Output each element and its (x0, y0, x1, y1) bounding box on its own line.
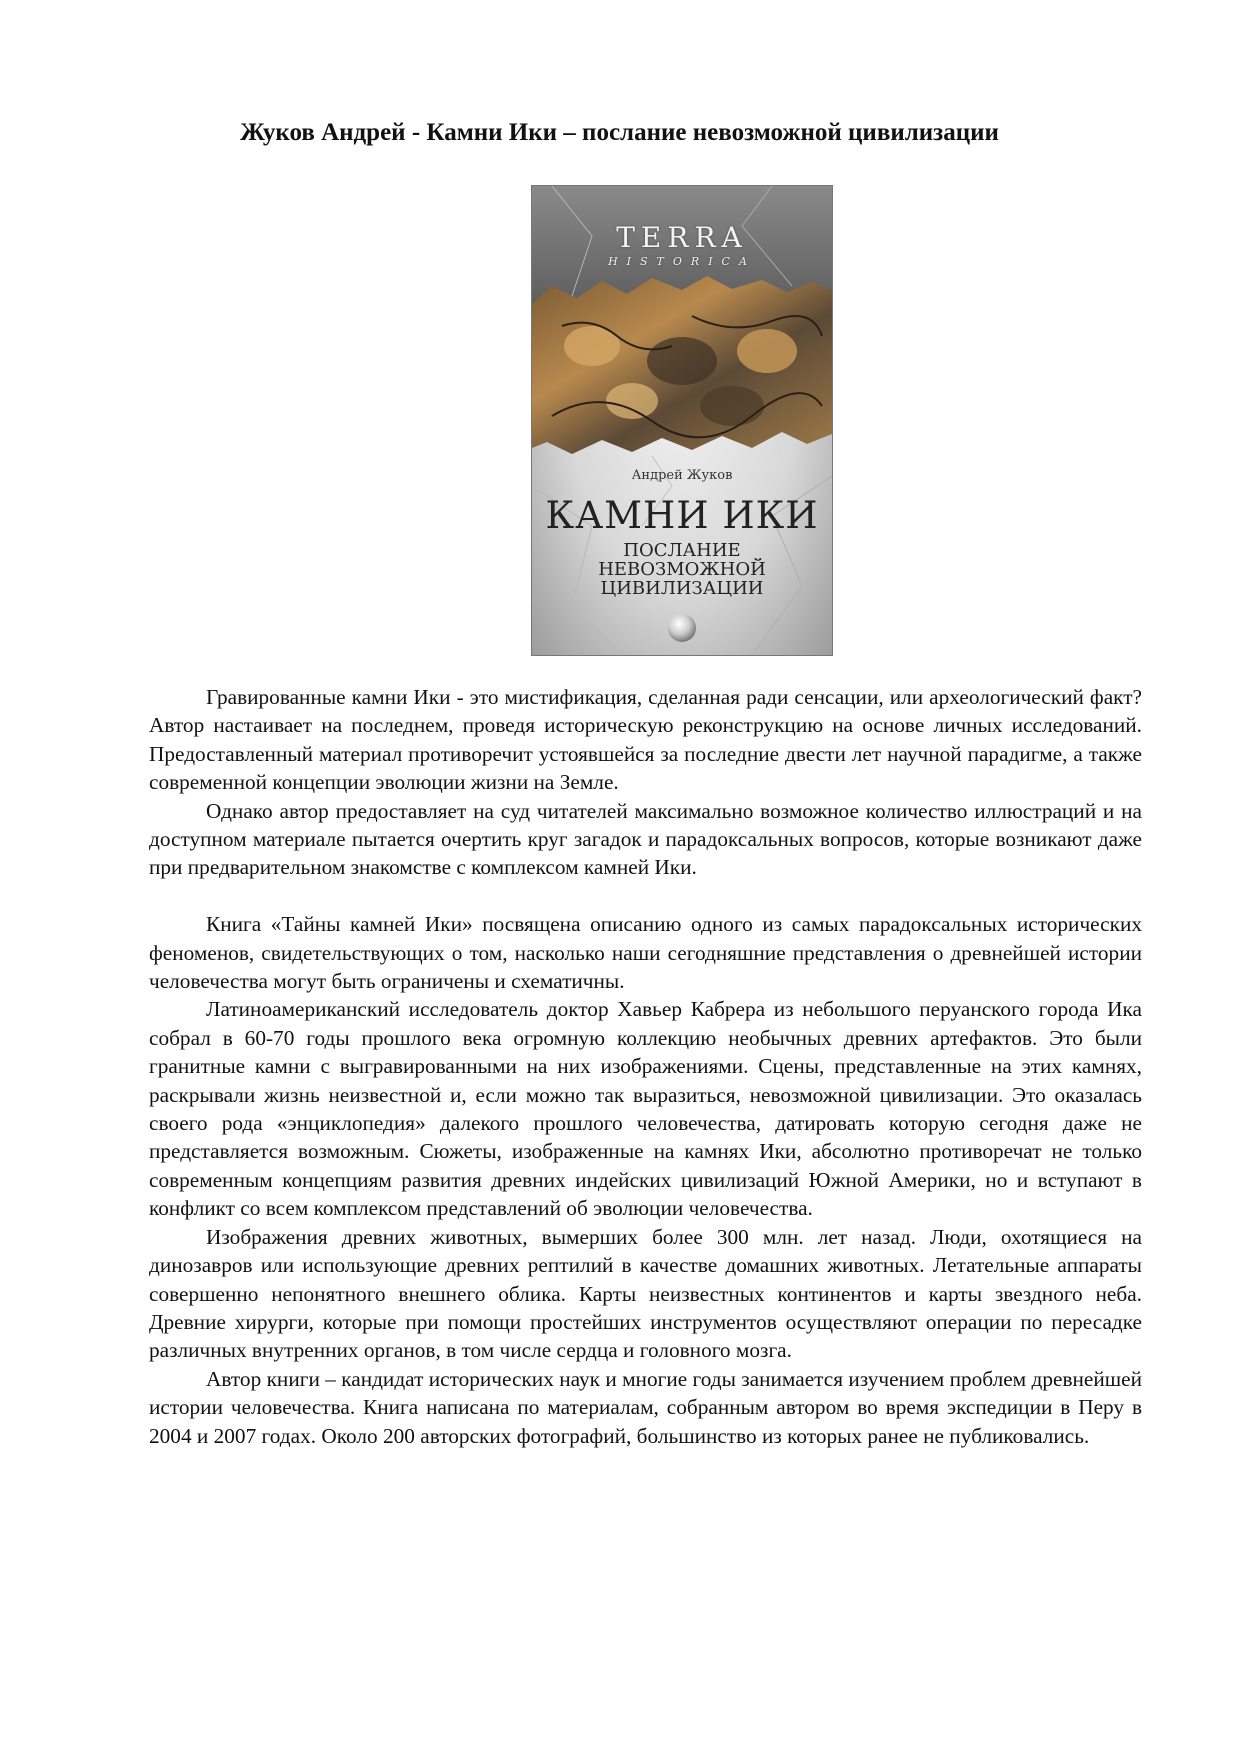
cover-subtitle-line: ПОСЛАНИЕ (623, 540, 741, 561)
publisher-logo-icon (668, 614, 696, 642)
paragraph: Книга «Тайны камней Ики» посвящена описанию одного из самых парадоксальных исторических феноменов, свидетельствующих о том, насколько наши сегодняшние представления о древнейшей истории человечества могут быть ограничены и схематичны. (149, 912, 1142, 994)
paragraph-spacer (149, 882, 1142, 910)
paragraph: Гравированные камни Ики - это мистификация, сделанная ради сенсации, или археологический факт? Автор настаивает на последнем, проведя историческую реконструкцию на основе личных исследований. Предоставленный материал противоречит устоявшейся за последние двести лет научной парадигме, а также современной концепции эволюции жизни на Земле. (149, 685, 1142, 795)
cover-subtitle-line: ЦИВИЛИЗАЦИИ (600, 578, 764, 599)
cover-subtitle (532, 541, 832, 598)
cover-subtitle-line: НЕВОЗМОЖНОЙ (598, 559, 766, 580)
cover-series-subtitle: HISTORICA (608, 255, 756, 268)
cover-title: КАМНИ ИКИ (545, 494, 819, 537)
cover-author: Андрей Жуков (631, 468, 733, 483)
paragraph: Латиноамериканский исследователь доктор Хавьер Кабрера из небольшого перуанского города Ика собрал в 60-70 годы прошлого века огромную коллекцию необычных древних артефактов. Это были гранитные камни с выгравированными на них изображениями. Сцены, представленные на этих камнях, раскрывали жизнь неизвестной и, если можно так выразиться, невозможной цивилизации. Это оказалась своего рода «энциклопедия» далекого прошлого человечества, датировать которую сегодня даже не представляется возможным. Сюжеты, изображенные на камнях Ики, абсолютно противоречат не только современным концепциям развития древних индейских цивилизаций Южной Америки, но и вступают в конфликт со всем комплексом представлений об эволюции человечества. (149, 997, 1142, 1221)
document-title: Жуков Андрей - Камни Ики – послание невозможной цивилизации (240, 119, 999, 146)
paragraph: Автор книги – кандидат исторических наук и многие годы занимается изучением проблем древнейшей истории человечества. Книга написана по материалам, собранным автором во время экспедиции в Перу в 2004 и 2007 годах. Около 200 авторских фотографий, большинство из которых ранее не публиковались. (149, 1366, 1142, 1448)
paragraph: Изображения древних животных, вымерших более 300 млн. лет назад. Люди, охотящиеся на динозавров или использующие древних рептилий в качестве домашних животных. Летательные аппараты совершенно непонятного внешнего облика. Карты неизвестных континентов и карты звездного неба. Древние хирурги, которые при помощи простейших инструментов осуществляют операции по пересадке различных внутренних органов, в том числе сердца и головного мозга. (149, 1224, 1142, 1363)
cover-series-name: TERRA (616, 221, 748, 254)
document-body (149, 683, 1142, 1450)
paragraph: Однако автор предоставляет на суд читателей максимально возможное количество иллюстраций и на доступном материале пытается очертить круг загадок и парадоксальных вопросов, которые возникают даже при предварительном знакомстве с комплексом камней Ики. (149, 798, 1142, 880)
book-cover-image (531, 185, 833, 656)
